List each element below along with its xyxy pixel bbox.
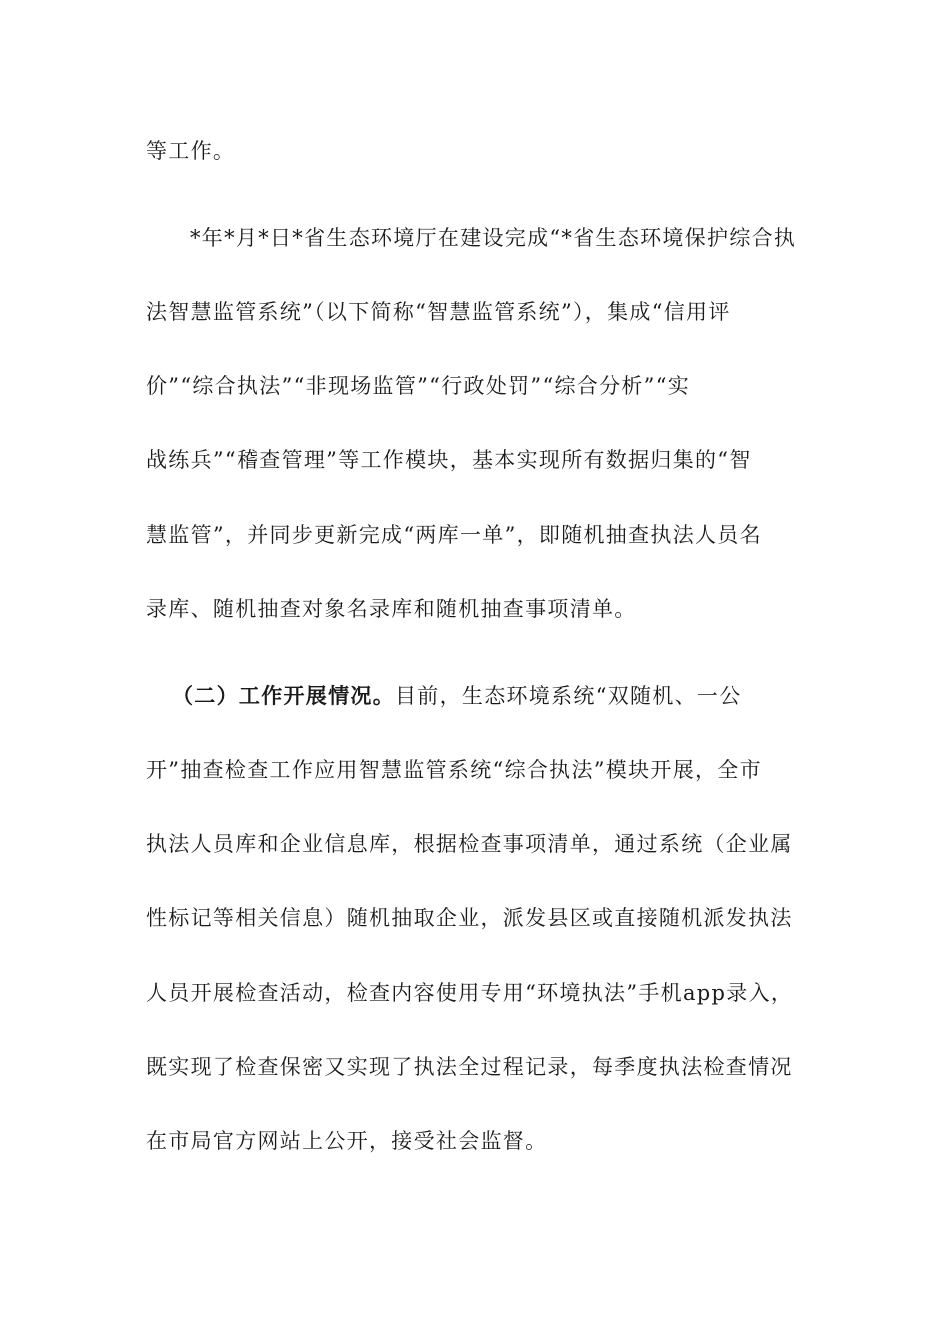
paragraph-line: 慧监管”，并同步更新完成“两库一单”，即随机抽查执法人员名 (146, 523, 762, 547)
paragraph-line: 执法人员库和企业信息库，根据检查事项清单，通过系统（企业属 (146, 832, 793, 856)
section-intro: 目前，生态环境系统“双随机、一公 (395, 684, 742, 708)
paragraph-line: 法智慧监管系统”（以下简称“智慧监管系统”），集成“信用评 (146, 300, 731, 324)
paragraph-line: 性标记等相关信息）随机抽取企业，派发县区或直接随机派发执法 (146, 906, 793, 930)
paragraph-line: 人员开展检查活动，检查内容使用专用“环境执法”手机app录入， (146, 981, 794, 1005)
section-heading-line (172, 676, 832, 716)
paragraph-line: 开”抽查检查工作应用智慧监管系统“综合执法”模块开展，全市 (146, 758, 762, 782)
paragraph-line: 在市局官方网站上公开，接受社会监督。 (146, 1129, 548, 1153)
paragraph-line: 价”“综合执法”“非现场监管”“行政处罚”“综合分析”“实 (146, 374, 691, 398)
paragraph-line: 等工作。 (146, 139, 236, 163)
section-heading: （二）工作开展情况。 (172, 684, 395, 708)
paragraph-line: *年*月*日*省生态环境厅在建设完成“*省生态环境保护综合执 (190, 226, 797, 250)
paragraph-line: 既实现了检查保密又实现了执法全过程记录，每季度执法检查情况 (146, 1055, 793, 1079)
paragraph-line: 战练兵”“稽查管理”等工作模块，基本实现所有数据归集的“智 (146, 448, 752, 472)
paragraph-line: 录库、随机抽查对象名录库和随机抽查事项清单。 (146, 597, 637, 621)
